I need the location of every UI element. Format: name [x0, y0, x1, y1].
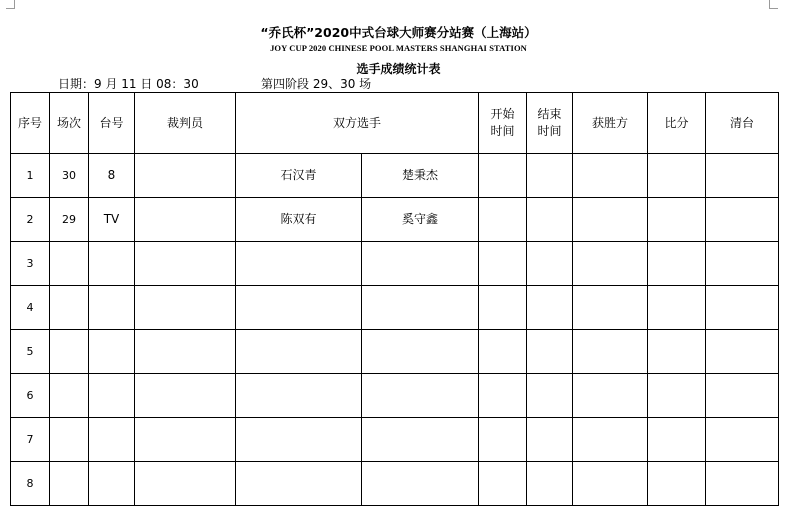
- cell-match: [50, 286, 89, 330]
- cell-player-b: [362, 330, 479, 374]
- cell-winner: [573, 242, 648, 286]
- cell-player-b: 楚秉杰: [362, 154, 479, 198]
- cell-start: [479, 154, 527, 198]
- col-header-start: [479, 93, 527, 154]
- cell-player-a: [236, 330, 362, 374]
- cell-player-a: 石汉青: [236, 154, 362, 198]
- cell-match: [50, 330, 89, 374]
- cell-seq: 2: [11, 198, 50, 242]
- cell-end: [527, 462, 573, 506]
- cell-start: [479, 418, 527, 462]
- cell-score: [648, 374, 706, 418]
- cell-table: 8: [89, 154, 135, 198]
- cell-clear: [706, 418, 779, 462]
- cell-player-a: 陈双有: [236, 198, 362, 242]
- cell-winner: [573, 462, 648, 506]
- cell-referee: [135, 374, 236, 418]
- col-header-seq: 序号: [11, 93, 50, 154]
- table-header-row: [11, 93, 779, 154]
- table-row: [11, 330, 779, 374]
- cell-clear: [706, 330, 779, 374]
- cell-table: [89, 242, 135, 286]
- table-row: [11, 286, 779, 330]
- col-header-winner: 获胜方: [573, 93, 648, 154]
- cell-match: [50, 418, 89, 462]
- cell-player-b: [362, 462, 479, 506]
- cell-seq: 7: [11, 418, 50, 462]
- cell-winner: [573, 286, 648, 330]
- col-header-players: 双方选手: [236, 93, 479, 154]
- cell-table: [89, 286, 135, 330]
- cell-end: [527, 286, 573, 330]
- col-header-referee: 裁判员: [135, 93, 236, 154]
- cell-referee: [135, 330, 236, 374]
- cell-winner: [573, 374, 648, 418]
- cell-player-b: 奚守鑫: [362, 198, 479, 242]
- cell-table: [89, 418, 135, 462]
- cell-winner: [573, 418, 648, 462]
- col-header-table: 台号: [89, 93, 135, 154]
- cell-start: [479, 374, 527, 418]
- cell-score: [648, 198, 706, 242]
- cell-seq: 1: [11, 154, 50, 198]
- cell-referee: [135, 242, 236, 286]
- cell-winner: [573, 330, 648, 374]
- cell-seq: 8: [11, 462, 50, 506]
- cell-player-b: [362, 286, 479, 330]
- cell-score: [648, 418, 706, 462]
- cell-table: [89, 374, 135, 418]
- table-row: [11, 198, 779, 242]
- table-row: [11, 374, 779, 418]
- title-english: JOY CUP 2020 CHINESE POOL MASTERS SHANGHAI STATION: [270, 43, 527, 53]
- cell-clear: [706, 462, 779, 506]
- cell-table: TV: [89, 198, 135, 242]
- cell-end: [527, 154, 573, 198]
- table-row: [11, 462, 779, 506]
- cell-table: [89, 462, 135, 506]
- cell-referee: [135, 462, 236, 506]
- cell-end: [527, 374, 573, 418]
- cell-seq: 5: [11, 330, 50, 374]
- table-row: [11, 154, 779, 198]
- cell-end: [527, 198, 573, 242]
- cell-end: [527, 330, 573, 374]
- cell-end: [527, 242, 573, 286]
- col-header-end: [527, 93, 573, 154]
- cell-player-a: [236, 462, 362, 506]
- date-label: 日期：9 月 11 日 08：30: [58, 77, 199, 91]
- cell-seq: 4: [11, 286, 50, 330]
- cell-start: [479, 198, 527, 242]
- cell-score: [648, 154, 706, 198]
- sheet-subtitle: 选手成绩统计表: [356, 62, 441, 76]
- cell-score: [648, 462, 706, 506]
- cell-seq: 3: [11, 242, 50, 286]
- cell-seq: 6: [11, 374, 50, 418]
- col-header-end-text: 结束 时间: [537, 107, 562, 138]
- cell-match: [50, 242, 89, 286]
- cell-player-a: [236, 374, 362, 418]
- cell-score: [648, 286, 706, 330]
- cell-player-b: [362, 242, 479, 286]
- page-corner-mark-right: [769, 0, 778, 9]
- cell-referee: [135, 154, 236, 198]
- cell-score: [648, 242, 706, 286]
- cell-match: [50, 374, 89, 418]
- cell-start: [479, 242, 527, 286]
- col-header-clear: 清台: [706, 93, 779, 154]
- cell-start: [479, 330, 527, 374]
- cell-player-a: [236, 242, 362, 286]
- title-chinese: “乔氏杯”2020中式台球大师赛分站赛（上海站）: [260, 25, 537, 40]
- cell-start: [479, 462, 527, 506]
- cell-player-a: [236, 286, 362, 330]
- table-row: [11, 242, 779, 286]
- page-corner-mark-left: [6, 0, 15, 9]
- cell-clear: [706, 374, 779, 418]
- cell-winner: [573, 198, 648, 242]
- col-header-match: 场次: [50, 93, 89, 154]
- cell-clear: [706, 286, 779, 330]
- cell-referee: [135, 198, 236, 242]
- cell-match: [50, 462, 89, 506]
- cell-clear: [706, 198, 779, 242]
- cell-player-a: [236, 418, 362, 462]
- cell-end: [527, 418, 573, 462]
- cell-clear: [706, 154, 779, 198]
- col-header-score: 比分: [648, 93, 706, 154]
- table-row: [11, 418, 779, 462]
- cell-score: [648, 330, 706, 374]
- cell-referee: [135, 418, 236, 462]
- cell-referee: [135, 286, 236, 330]
- cell-start: [479, 286, 527, 330]
- cell-clear: [706, 242, 779, 286]
- cell-player-b: [362, 418, 479, 462]
- cell-winner: [573, 154, 648, 198]
- cell-table: [89, 330, 135, 374]
- cell-player-b: [362, 374, 479, 418]
- results-table: [10, 92, 779, 506]
- stage-label: 第四阶段 29、30 场: [261, 77, 372, 91]
- cell-match: 30: [50, 154, 89, 198]
- cell-match: 29: [50, 198, 89, 242]
- col-header-start-text: 开始 时间: [490, 107, 515, 138]
